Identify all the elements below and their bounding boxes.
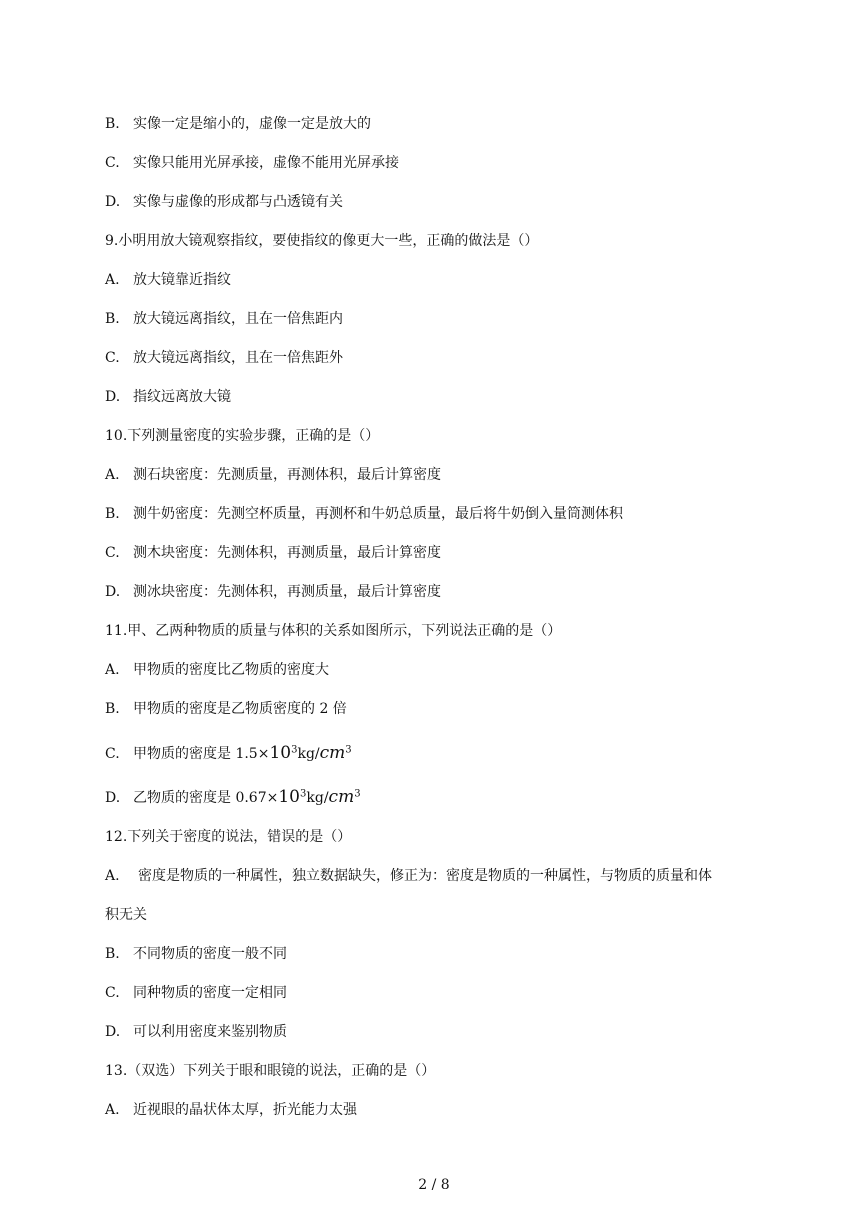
option-text: 甲物质的密度比乙物质的密度大: [133, 662, 329, 678]
unit-exponent: 3: [354, 788, 361, 800]
q8-option-b: [105, 114, 371, 134]
q11-option-c: [105, 743, 352, 764]
option-letter: B.: [105, 946, 120, 962]
unit-exponent: 3: [345, 744, 352, 756]
option-letter: C.: [105, 350, 120, 366]
q10-title: 10.下列测量密度的实验步骤，正确的是（）: [105, 428, 380, 444]
q8-option-c: [105, 153, 399, 173]
option-letter: B.: [105, 701, 120, 717]
power-exponent: 3: [300, 788, 307, 800]
option-text: 实像只能用光屏承接，虚像不能用光屏承接: [133, 155, 399, 171]
q12-option-d: [105, 1022, 287, 1042]
option-text: 甲物质的密度是 1.5×: [133, 746, 270, 762]
q13-option-a: [105, 1100, 357, 1120]
q9-option-d: [105, 387, 231, 407]
option-letter: A.: [105, 467, 120, 483]
option-text: 放大镜远离指纹，且在一倍焦距内: [133, 311, 343, 327]
option-text: 放大镜靠近指纹: [133, 272, 231, 288]
option-letter: D.: [105, 1024, 121, 1040]
unit-italic: cm: [328, 787, 355, 807]
option-text: 可以利用密度来鉴别物质: [133, 1024, 287, 1040]
option-letter: D.: [105, 584, 121, 600]
option-text: 密度是物质的一种属性，独立数据缺失，修正为：密度是物质的一种属性，与物质的质量和体: [138, 868, 712, 884]
option-letter: A.: [105, 868, 120, 884]
q11-option-b: [105, 699, 347, 719]
option-text: 测牛奶密度：先测空杯质量，再测杯和牛奶总质量，最后将牛奶倒入量筒测体积: [133, 506, 623, 522]
q10-option-a: [105, 465, 441, 485]
option-text: 近视眼的晶状体太厚，折光能力太强: [133, 1102, 357, 1118]
option-text: 测石块密度：先测质量，再测体积，最后计算密度: [133, 467, 441, 483]
q13-title: 13.（双选）下列关于眼和眼镜的说法，正确的是（）: [105, 1063, 436, 1079]
option-text: 甲物质的密度是乙物质密度的 2 倍: [133, 701, 347, 717]
q10-option-d: [105, 582, 441, 602]
option-letter: C.: [105, 155, 120, 171]
option-text: 实像与虚像的形成都与凸透镜有关: [133, 194, 343, 210]
option-letter: D.: [105, 389, 121, 405]
option-text: 不同物质的密度一般不同: [133, 946, 287, 962]
option-letter: D.: [105, 194, 121, 210]
option-text: 测冰块密度：先测体积，再测质量，最后计算密度: [133, 584, 441, 600]
option-letter: C.: [105, 746, 120, 762]
q12-option-a-continued: 积无关: [105, 907, 147, 923]
q9-option-b: [105, 309, 343, 329]
option-letter: D.: [105, 790, 121, 806]
q11-title: 11.甲、乙两种物质的质量与体积的关系如图所示，下列说法正确的是（）: [105, 623, 562, 639]
option-letter: A.: [105, 272, 120, 288]
option-text: 实像一定是缩小的，虚像一定是放大的: [133, 116, 371, 132]
option-letter: B.: [105, 506, 120, 522]
option-letter: C.: [105, 985, 120, 1001]
q11-option-d: [105, 787, 361, 808]
unit-text: kg/: [306, 790, 329, 806]
q10-option-b: [105, 504, 623, 524]
option-letter: B.: [105, 116, 120, 132]
q12-option-b: [105, 944, 287, 964]
unit-text: kg/: [297, 746, 320, 762]
q12-title: 12.下列关于密度的说法，错误的是（）: [105, 829, 352, 845]
option-letter: C.: [105, 545, 120, 561]
q12-option-a: [105, 866, 712, 886]
option-letter: B.: [105, 311, 120, 327]
option-text: 测木块密度：先测体积，再测质量，最后计算密度: [133, 545, 441, 561]
q8-option-d: [105, 192, 343, 212]
option-text: 放大镜远离指纹，且在一倍焦距外: [133, 350, 343, 366]
unit-italic: cm: [319, 743, 346, 763]
power-exponent: 3: [291, 744, 298, 756]
option-text: 指纹远离放大镜: [133, 389, 231, 405]
option-letter: A.: [105, 662, 120, 678]
q9-title: 9.小明用放大镜观察指纹，要使指纹的像更大一些，正确的做法是（）: [105, 233, 539, 249]
option-letter: A.: [105, 1102, 120, 1118]
power-base: 10: [269, 743, 292, 763]
option-text: 同种物质的密度一定相同: [133, 985, 287, 1001]
q12-option-c: [105, 983, 287, 1003]
power-base: 10: [278, 787, 300, 807]
q11-option-a: [105, 660, 329, 680]
q9-option-a: [105, 270, 231, 290]
page-number: 2 / 8: [418, 1177, 450, 1193]
q9-option-c: [105, 348, 343, 368]
option-text: 乙物质的密度是 0.67×: [133, 790, 279, 806]
q10-option-c: [105, 543, 441, 563]
